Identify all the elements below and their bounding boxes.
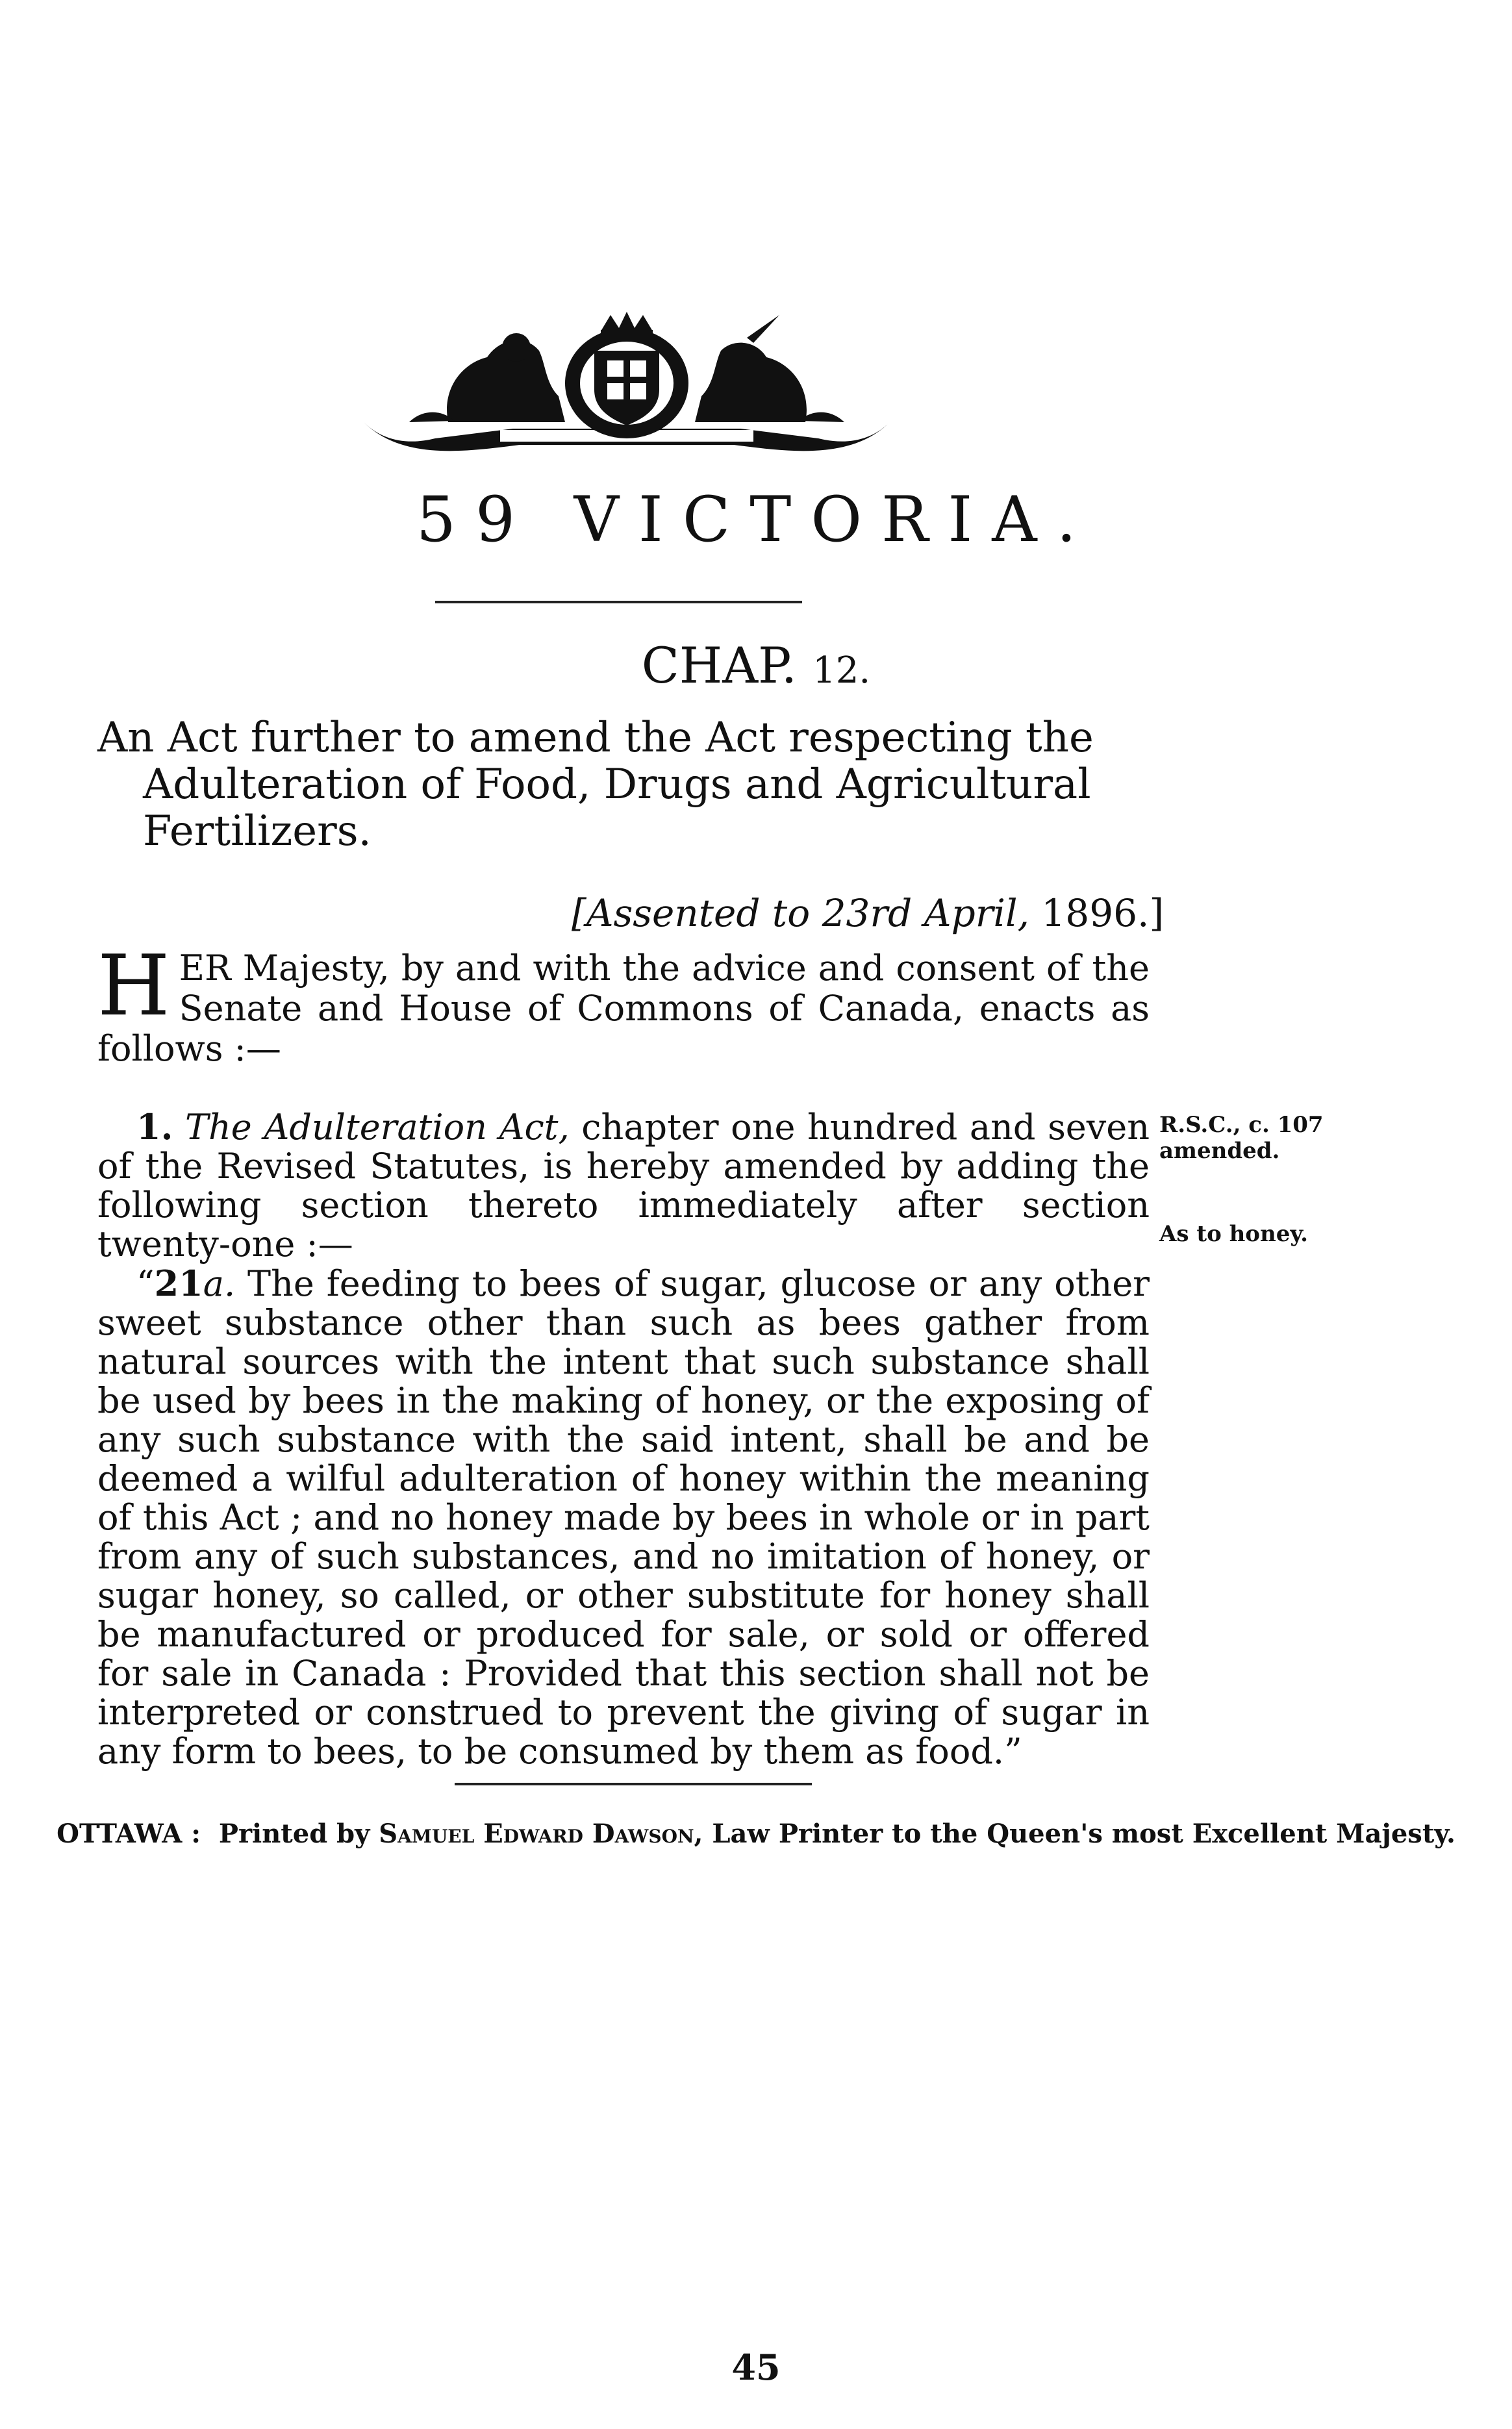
section-21a — [97, 1264, 1150, 1771]
act-name: The Adulteration Act, — [185, 1107, 570, 1148]
section-1 — [97, 1107, 1150, 1264]
margin-note-line: amended. — [1159, 1138, 1280, 1164]
section-number: 1. — [136, 1106, 173, 1148]
subsection-letter: a. — [203, 1263, 236, 1304]
assent-date: 23rd April, — [822, 891, 1029, 935]
section-21a-text: The feeding to bees of sugar, glucose or any other sweet substance other than such as bees gather from natural sources with the intent that such substance shall be used by bees in the making of honey, or the exposing of any such substance with the said intent, shall be and be deemed a wilful adulteration of honey within the meaning of this Act ; and no honey made by bees in whole or in part from any of such substances, and no imitation of honey, or sugar honey, so called, or other substitute for honey shall be manufactured or produced for sale, or sold or offered for sale in Canada : Provided that this section shall not be interpreted or construed to prevent the giving of sugar in any form to bees, to be consumed by them as food.” — [97, 1263, 1150, 1772]
imprint-place: OTTAWA : — [57, 1819, 201, 1849]
imprint-rest: Law Printer to the Queen's most Excellent Majesty. — [712, 1819, 1455, 1849]
margin-note-rsc — [1159, 1112, 1324, 1164]
imprint-printed-by: Printed by — [218, 1819, 370, 1849]
chapter-number: 12. — [813, 649, 871, 692]
act-long-title: An Act further to amend the Act respecting the Adulteration of Food, Drugs and Agricultural Fertilizers. — [97, 714, 1094, 855]
assent-line — [572, 890, 1164, 937]
assent-prefix: [Assented to — [572, 891, 822, 935]
page-number: 45 — [731, 2347, 781, 2388]
assent-year: 1896.] — [1029, 891, 1165, 935]
printer-imprint — [0, 1819, 1512, 1850]
margin-note-line: R.S.C., c. 107 — [1159, 1112, 1324, 1138]
section-1-text: chapter one hundred and seven of the Revised Statutes, is hereby amended by adding the following section thereto immediately after section twenty-one :— — [97, 1107, 1150, 1265]
margin-note-honey: As to honey. — [1159, 1221, 1309, 1247]
page-title: 59 VICTORIA. — [416, 483, 1096, 556]
drop-cap: H — [97, 938, 170, 1035]
chapter-prefix: CHAP. — [641, 636, 797, 694]
printer-name: Samuel Edward Dawson, — [379, 1819, 703, 1849]
enacting-text: ER Majesty, by and with the advice and consent of the Senate and House of Commons of Canada, enacts as follows :— — [97, 948, 1150, 1069]
subsection-number: 21 — [154, 1263, 203, 1304]
divider — [435, 601, 802, 603]
enacting-clause — [97, 938, 1150, 1069]
chapter-heading — [0, 633, 1512, 703]
divider — [455, 1783, 812, 1785]
act-body — [97, 1107, 1150, 1771]
royal-coat-of-arms-icon — [351, 312, 903, 474]
open-quote: “ — [136, 1263, 155, 1304]
